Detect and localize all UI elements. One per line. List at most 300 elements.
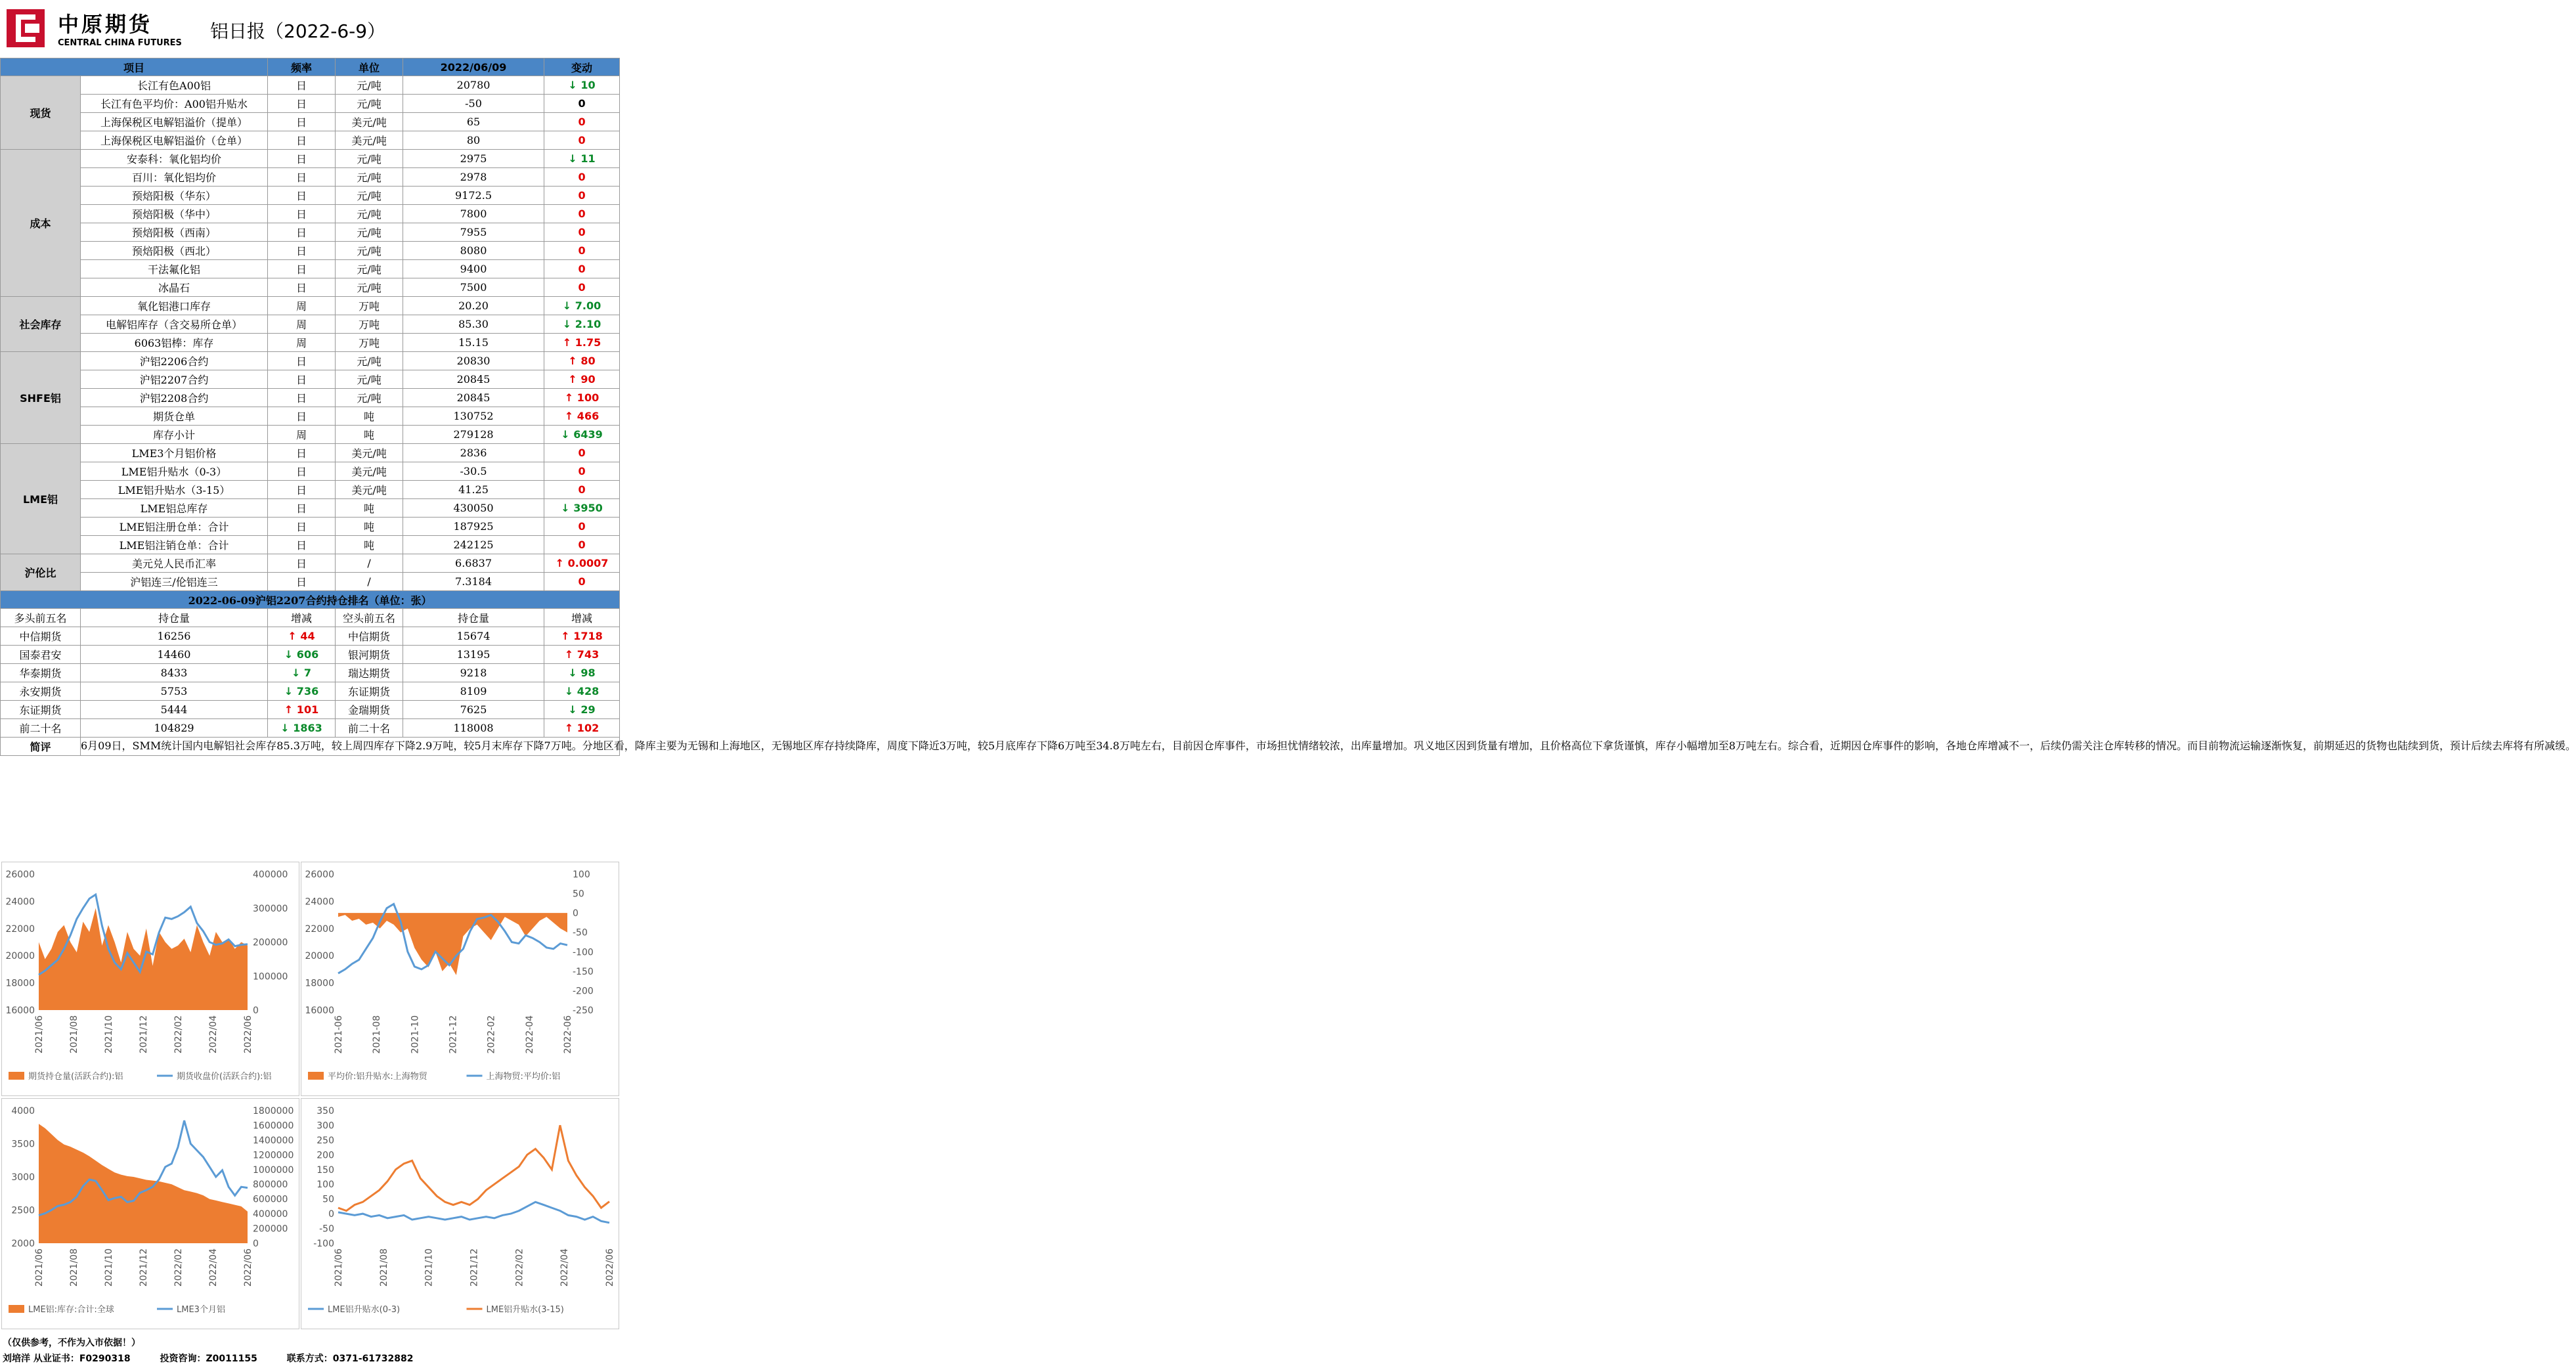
cell-freq: 日: [268, 462, 336, 481]
cell-item: LME3个月铝价格: [81, 444, 268, 462]
y-left-tick: 26000: [305, 870, 334, 880]
cell-change: 0: [544, 278, 620, 297]
short-change: ↓ 98: [544, 664, 620, 682]
x-tick: 2022/04: [559, 1248, 571, 1287]
cell-value: 7955: [403, 223, 544, 242]
y-left-tick: 16000: [5, 1005, 35, 1016]
cell-value: 41.25: [403, 481, 544, 499]
table-row: [1, 352, 620, 370]
x-tick: 2021/12: [469, 1248, 480, 1287]
y-right-tick: 0: [253, 1005, 259, 1016]
category-label: 成本: [1, 150, 81, 297]
legend-label: 期货收盘价(活跃合约):铝: [177, 1072, 272, 1082]
cell-freq: 日: [268, 370, 336, 389]
chart-shanghai-premium: [301, 862, 619, 1096]
long-broker: 国泰君安: [1, 646, 81, 664]
ranking-header-cell: 增减: [544, 609, 620, 627]
category-label: 社会库存: [1, 297, 81, 352]
cell-value: -50: [403, 95, 544, 113]
short-change: ↓ 29: [544, 701, 620, 719]
table-header-cell: 项目: [1, 58, 268, 76]
short-broker: 前二十名: [336, 719, 403, 738]
x-tick: 2021/08: [69, 1248, 79, 1287]
y-left-tick: 4000: [11, 1106, 35, 1116]
y-right-tick: 100: [573, 870, 590, 880]
cell-value: 80: [403, 131, 544, 150]
consult-license: 投资咨询：Z0011155: [160, 1354, 257, 1364]
cell-value: 9400: [403, 260, 544, 278]
x-tick: 2022/06: [243, 1015, 253, 1054]
y-right-tick: 1800000: [253, 1106, 294, 1116]
cell-freq: 周: [268, 334, 336, 352]
cell-value: 2836: [403, 444, 544, 462]
cell-freq: 日: [268, 554, 336, 573]
cell-value: 7500: [403, 278, 544, 297]
cell-item: 安泰科：氧化铝均价: [81, 150, 268, 168]
cell-item: 预焙阳极（华东）: [81, 187, 268, 205]
y-left-tick: 16000: [305, 1005, 334, 1016]
y-right-tick: 800000: [253, 1180, 288, 1191]
cell-freq: 日: [268, 499, 336, 518]
y-left-tick: 26000: [5, 870, 35, 880]
short-change: ↓ 428: [544, 682, 620, 701]
cell-change: 0: [544, 113, 620, 131]
x-tick: 2021/08: [69, 1015, 79, 1054]
ranking-header-cell: 增减: [268, 609, 336, 627]
short-position: 118008: [403, 719, 544, 738]
x-tick: 2021/06: [334, 1248, 344, 1287]
footer: [0, 1332, 619, 1368]
cell-freq: 日: [268, 76, 336, 95]
cell-item: 期货仓单: [81, 407, 268, 426]
chart-shfe-price-oi: [1, 862, 299, 1096]
cell-freq: 日: [268, 205, 336, 223]
cell-change: ↑ 0.0007: [544, 554, 620, 573]
ranking-header-cell: 持仓量: [403, 609, 544, 627]
cell-value: 15.15: [403, 334, 544, 352]
cell-unit: 元/吨: [336, 76, 403, 95]
legend-label: 平均价:铝升贴水:上海物贸: [328, 1072, 427, 1082]
cell-item: 沪铝连三/伦铝连三: [81, 573, 268, 591]
x-tick: 2021/06: [34, 1015, 45, 1054]
y-right-tick: -200: [573, 986, 594, 997]
long-change: ↓ 606: [268, 646, 336, 664]
cell-freq: 日: [268, 187, 336, 205]
y-left-tick: 150: [317, 1164, 334, 1176]
cell-freq: 日: [268, 242, 336, 260]
x-tick: 2022/06: [243, 1248, 253, 1287]
report-header: [0, 0, 619, 58]
legend-swatch: [9, 1305, 24, 1313]
legend-label: LME铝升贴水(3-15): [486, 1305, 564, 1315]
long-broker: 前二十名: [1, 719, 81, 738]
y-right-tick: 600000: [253, 1194, 288, 1205]
cell-freq: 周: [268, 315, 336, 334]
y-right-tick: -100: [573, 947, 594, 958]
cell-freq: 日: [268, 95, 336, 113]
y-right-tick: -50: [573, 927, 588, 938]
cell-change: 0: [544, 518, 620, 536]
legend-label: LME铝升贴水(0-3): [328, 1305, 401, 1315]
table-row: [1, 223, 620, 242]
legend-label: 上海物贸:平均价:铝: [486, 1072, 561, 1082]
cell-value: 7.3184: [403, 573, 544, 591]
cell-item: 冰晶石: [81, 278, 268, 297]
long-change: ↓ 1863: [268, 719, 336, 738]
cell-value: 20.20: [403, 297, 544, 315]
cell-item: 沪铝2206合约: [81, 352, 268, 370]
long-change: ↑ 44: [268, 627, 336, 646]
x-tick: 2021/08: [378, 1248, 389, 1287]
cell-change: 0: [544, 242, 620, 260]
table-header-cell: 变动: [544, 58, 620, 76]
y-right-tick: 0: [573, 908, 579, 919]
x-tick: 2022-06: [563, 1015, 573, 1054]
ranking-header-row: [1, 609, 620, 627]
y-right-tick: 50: [573, 889, 584, 900]
short-broker: 银河期货: [336, 646, 403, 664]
short-position: 8109: [403, 682, 544, 701]
cell-unit: 吨: [336, 536, 403, 554]
table-row: [1, 370, 620, 389]
table-header-cell: 频率: [268, 58, 336, 76]
cell-item: 干法氟化铝: [81, 260, 268, 278]
cell-change: 0: [544, 462, 620, 481]
table-row: [1, 187, 620, 205]
cell-change: ↓ 2.10: [544, 315, 620, 334]
table-row: [1, 462, 620, 481]
cell-item: LME铝注册仓单：合计: [81, 518, 268, 536]
cell-unit: /: [336, 573, 403, 591]
cell-unit: /: [336, 554, 403, 573]
series-area: [338, 913, 567, 975]
cell-change: ↑ 80: [544, 352, 620, 370]
cell-change: 0: [544, 187, 620, 205]
y-left-tick: 22000: [5, 923, 35, 935]
table-row: [1, 260, 620, 278]
category-label: 现货: [1, 76, 81, 150]
cell-item: 氧化铝港口库存: [81, 297, 268, 315]
short-broker: 金瑞期货: [336, 701, 403, 719]
y-left-tick: 200: [317, 1150, 334, 1161]
cell-unit: 元/吨: [336, 223, 403, 242]
cell-change: 0: [544, 573, 620, 591]
cell-freq: 日: [268, 444, 336, 462]
cell-unit: 元/吨: [336, 168, 403, 187]
cell-item: 长江有色A00铝: [81, 76, 268, 95]
cell-unit: 元/吨: [336, 242, 403, 260]
cell-change: ↑ 1.75: [544, 334, 620, 352]
short-position: 7625: [403, 701, 544, 719]
table-row: [1, 554, 620, 573]
cell-item: LME铝升贴水（3-15）: [81, 481, 268, 499]
x-tick: 2021-06: [334, 1015, 344, 1054]
long-position: 5753: [81, 682, 268, 701]
cell-value: 2978: [403, 168, 544, 187]
cell-change: ↓ 3950: [544, 499, 620, 518]
cell-unit: 吨: [336, 499, 403, 518]
series-line: [338, 1125, 609, 1210]
table-row: [1, 131, 620, 150]
short-position: 9218: [403, 664, 544, 682]
cell-freq: 日: [268, 536, 336, 554]
comment-label: 简评: [1, 738, 81, 756]
chart-lme-spreads: [301, 1098, 619, 1329]
cell-item: 库存小计: [81, 426, 268, 444]
cell-unit: 元/吨: [336, 95, 403, 113]
cell-change: 0: [544, 444, 620, 462]
cell-change: ↑ 100: [544, 389, 620, 407]
y-left-tick: 2000: [11, 1239, 35, 1249]
cell-value: 20845: [403, 370, 544, 389]
y-left-tick: 100: [317, 1180, 334, 1191]
cell-value: 7800: [403, 205, 544, 223]
cell-change: ↓ 7.00: [544, 297, 620, 315]
legend-swatch: [308, 1072, 324, 1080]
table-row: [1, 278, 620, 297]
cell-item: 沪铝2207合约: [81, 370, 268, 389]
cell-value: 187925: [403, 518, 544, 536]
cell-unit: 元/吨: [336, 205, 403, 223]
cell-freq: 日: [268, 389, 336, 407]
table-row: [1, 76, 620, 95]
y-left-tick: 18000: [5, 978, 35, 989]
cell-change: ↓ 6439: [544, 426, 620, 444]
cell-unit: 吨: [336, 407, 403, 426]
cell-freq: 日: [268, 481, 336, 499]
table-row: [1, 113, 620, 131]
table-row: [1, 389, 620, 407]
y-left-tick: 22000: [305, 923, 334, 935]
ranking-title-row: [1, 591, 620, 609]
cell-value: 430050: [403, 499, 544, 518]
table-row: [1, 168, 620, 187]
y-left-tick: 20000: [5, 951, 35, 962]
table-row: [1, 499, 620, 518]
disclaimer: （仅供参考，不作为入市依据！）: [3, 1338, 141, 1348]
y-right-tick: 1000000: [253, 1164, 294, 1176]
x-tick: 2021/10: [104, 1248, 114, 1287]
y-left-tick: 3000: [11, 1172, 35, 1183]
contact-info: 联系方式：0371-61732882: [286, 1354, 414, 1364]
cell-unit: 元/吨: [336, 187, 403, 205]
short-broker: 中信期货: [336, 627, 403, 646]
long-position: 14460: [81, 646, 268, 664]
logo-text-en: CENTRAL CHINA FUTURES: [58, 38, 182, 48]
y-left-tick: -100: [313, 1239, 334, 1249]
cell-item: 电解铝库存（含交易所仓单）: [81, 315, 268, 334]
cell-item: LME铝总库存: [81, 499, 268, 518]
long-change: ↓ 7: [268, 664, 336, 682]
cell-freq: 周: [268, 426, 336, 444]
table-header-cell: 2022/06/09: [403, 58, 544, 76]
cell-item: 预焙阳极（西北）: [81, 242, 268, 260]
x-tick: 2022/02: [173, 1248, 184, 1287]
cell-unit: 万吨: [336, 315, 403, 334]
short-change: ↑ 102: [544, 719, 620, 738]
y-right-tick: -250: [573, 1005, 594, 1016]
ranking-header-cell: 空头前五名: [336, 609, 403, 627]
cell-value: 242125: [403, 536, 544, 554]
table-row: [1, 426, 620, 444]
table-row: [1, 150, 620, 168]
cell-unit: 万吨: [336, 334, 403, 352]
x-tick: 2021-12: [448, 1015, 459, 1054]
long-broker: 中信期货: [1, 627, 81, 646]
table-row: [1, 95, 620, 113]
cell-change: 0: [544, 260, 620, 278]
x-tick: 2021/12: [139, 1248, 149, 1287]
y-right-tick: 1400000: [253, 1135, 294, 1146]
table-row: [1, 518, 620, 536]
y-left-tick: 18000: [305, 978, 334, 989]
table-row: [1, 444, 620, 462]
short-position: 15674: [403, 627, 544, 646]
long-broker: 永安期货: [1, 682, 81, 701]
y-right-tick: 300000: [253, 903, 288, 914]
table-row: [1, 407, 620, 426]
cell-freq: 日: [268, 518, 336, 536]
y-right-tick: 400000: [253, 1209, 288, 1220]
y-right-tick: 1600000: [253, 1120, 294, 1132]
y-left-tick: 0: [328, 1209, 334, 1220]
ranking-row: [1, 664, 620, 682]
ranking-header-cell: 多头前五名: [1, 609, 81, 627]
cell-freq: 日: [268, 113, 336, 131]
logo-text-cn: 中原期货: [58, 12, 153, 37]
cell-item: 沪铝2208合约: [81, 389, 268, 407]
y-left-tick: 20000: [305, 951, 334, 962]
long-position: 8433: [81, 664, 268, 682]
y-left-tick: -50: [319, 1224, 334, 1235]
table-row: [1, 242, 620, 260]
cell-freq: 日: [268, 131, 336, 150]
cell-item: 百川：氧化铝均价: [81, 168, 268, 187]
x-tick: 2022/02: [173, 1015, 184, 1054]
legend-label: LME铝:库存:合计:全球: [28, 1305, 114, 1315]
cell-unit: 吨: [336, 518, 403, 536]
short-broker: 瑞达期货: [336, 664, 403, 682]
table-row: [1, 536, 620, 554]
cell-value: 85.30: [403, 315, 544, 334]
cell-unit: 美元/吨: [336, 131, 403, 150]
cell-freq: 日: [268, 352, 336, 370]
page-title: 铝日报（2022-6-9）: [210, 20, 386, 42]
cell-value: -30.5: [403, 462, 544, 481]
cell-change: 0: [544, 481, 620, 499]
y-right-tick: 100000: [253, 971, 288, 982]
cell-freq: 日: [268, 278, 336, 297]
cell-change: 0: [544, 205, 620, 223]
comment-row: [1, 738, 620, 756]
x-tick: 2022/02: [514, 1248, 525, 1287]
cell-change: ↑ 90: [544, 370, 620, 389]
cell-value: 20830: [403, 352, 544, 370]
cell-value: 9172.5: [403, 187, 544, 205]
table-row: [1, 573, 620, 591]
legend-label: 期货持仓量(活跃合约):铝: [28, 1072, 123, 1082]
table-row: [1, 297, 620, 315]
cell-unit: 元/吨: [336, 389, 403, 407]
short-position: 13195: [403, 646, 544, 664]
chart-lme-stock-price: [1, 1098, 299, 1329]
cell-unit: 元/吨: [336, 352, 403, 370]
legend-swatch: [9, 1072, 24, 1080]
category-label: 沪伦比: [1, 554, 81, 591]
cell-unit: 元/吨: [336, 260, 403, 278]
y-right-tick: 1200000: [253, 1150, 294, 1161]
cell-unit: 美元/吨: [336, 462, 403, 481]
cell-unit: 元/吨: [336, 278, 403, 297]
cell-unit: 万吨: [336, 297, 403, 315]
cell-value: 65: [403, 113, 544, 131]
cell-change: 0: [544, 536, 620, 554]
cell-item: 长江有色平均价：A00铝升贴水: [81, 95, 268, 113]
x-tick: 2021-08: [372, 1015, 383, 1054]
cell-item: 上海保税区电解铝溢价（仓单）: [81, 131, 268, 150]
ranking-title: 2022-06-09沪铝2207合约持仓排名（单位：张）: [1, 591, 620, 609]
cell-change: 0: [544, 223, 620, 242]
long-change: ↑ 101: [268, 701, 336, 719]
short-broker: 东证期货: [336, 682, 403, 701]
cell-item: 美元兑人民币汇率: [81, 554, 268, 573]
logo-icon: [7, 9, 45, 47]
cell-unit: 吨: [336, 426, 403, 444]
table-header-row: [1, 58, 620, 76]
cell-change: 0: [544, 168, 620, 187]
y-right-tick: 200000: [253, 937, 288, 948]
long-change: ↓ 736: [268, 682, 336, 701]
x-tick: 2022/06: [605, 1248, 615, 1287]
x-tick: 2022-04: [524, 1015, 535, 1054]
ranking-row: [1, 682, 620, 701]
cell-unit: 元/吨: [336, 150, 403, 168]
ranking-row: [1, 701, 620, 719]
table-row: [1, 481, 620, 499]
long-broker: 华泰期货: [1, 664, 81, 682]
cell-item: 预焙阳极（华中）: [81, 205, 268, 223]
series-area: [39, 1124, 248, 1243]
cell-freq: 日: [268, 168, 336, 187]
x-tick: 2021/12: [139, 1015, 149, 1054]
category-label: LME铝: [1, 444, 81, 554]
cell-item: 上海保税区电解铝溢价（提单）: [81, 113, 268, 131]
cell-change: 0: [544, 95, 620, 113]
cell-change: ↓ 11: [544, 150, 620, 168]
data-table: [0, 58, 2576, 756]
cell-value: 2975: [403, 150, 544, 168]
short-change: ↑ 1718: [544, 627, 620, 646]
cell-unit: 元/吨: [336, 370, 403, 389]
series-line: [338, 1202, 609, 1223]
legend-label: LME3个月铝: [177, 1305, 225, 1315]
cell-freq: 日: [268, 573, 336, 591]
ranking-row: [1, 646, 620, 664]
cell-value: 279128: [403, 426, 544, 444]
x-tick: 2022/04: [208, 1015, 219, 1054]
cell-change: ↑ 466: [544, 407, 620, 426]
y-left-tick: 24000: [5, 896, 35, 908]
cell-freq: 周: [268, 297, 336, 315]
cell-freq: 日: [268, 407, 336, 426]
ranking-row: [1, 719, 620, 738]
x-tick: 2021-10: [410, 1015, 421, 1054]
y-left-tick: 24000: [305, 896, 334, 908]
y-right-tick: -150: [573, 966, 594, 977]
ranking-row: [1, 627, 620, 646]
cell-value: 130752: [403, 407, 544, 426]
ranking-header-cell: 持仓量: [81, 609, 268, 627]
